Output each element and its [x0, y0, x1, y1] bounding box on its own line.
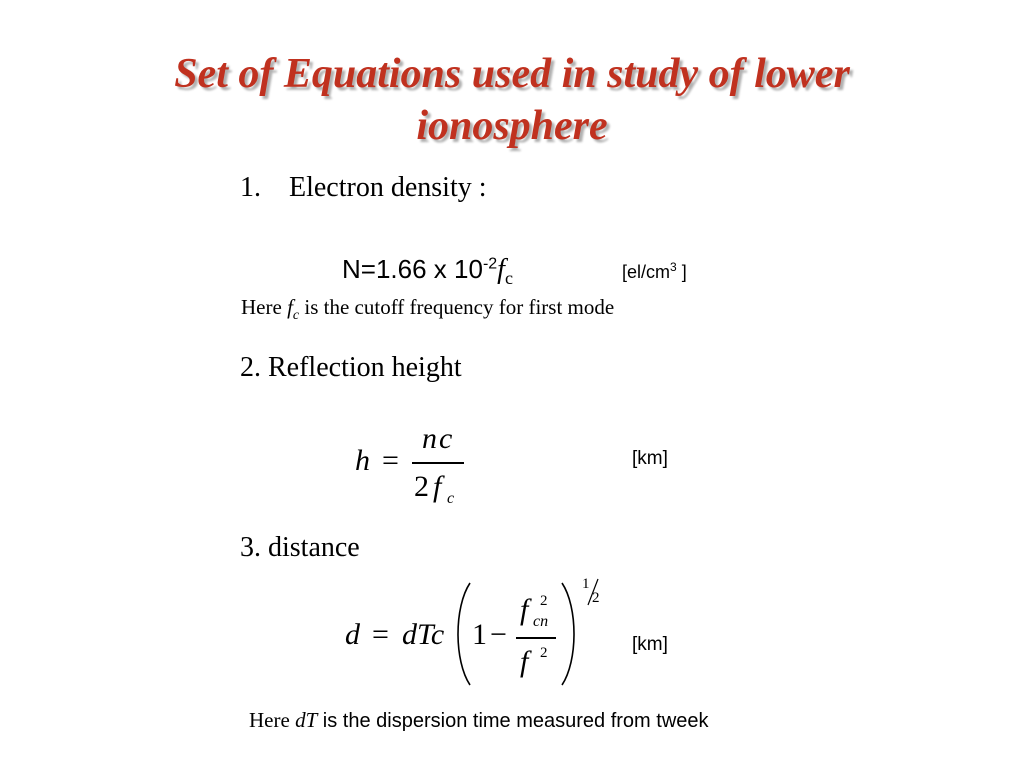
unit-1-suffix: ] [676, 262, 687, 282]
equation-3-denominator-exponent: 2 [540, 645, 548, 661]
right-parenthesis [558, 581, 582, 687]
equation-3-lhs: d [345, 618, 360, 651]
note-3-dt: dT [295, 708, 318, 732]
section-1-number: 1. [240, 172, 261, 203]
equation-3-fraction-bar [516, 637, 556, 639]
equation-1-exponent: -2 [482, 255, 498, 273]
electron-density-equation [342, 254, 513, 289]
equation-1-f-subscript: c [504, 268, 513, 289]
equation-2-fraction-bar [412, 462, 464, 464]
note-1-f: f [287, 295, 293, 319]
equation-2-lhs: h [355, 444, 370, 477]
exponent-half-denominator: 2 [592, 590, 600, 606]
equation-2-denominator-2: 2 [414, 470, 429, 503]
equation-3-numerator-exponent: 2 [540, 593, 548, 609]
section-3-heading: 3. distance [240, 532, 360, 563]
equation-3-rhs: dTc [402, 618, 445, 651]
slide-title-line-2: ionosphere [416, 103, 608, 149]
note-1-suffix: is the cutoff frequency for first mode [299, 295, 615, 319]
equation-3-numerator-subscript: cn [533, 613, 549, 630]
section-2-heading: 2. Reflection height [240, 352, 462, 383]
slide-title-line-1: Set of Equations used in study of lower [174, 51, 850, 97]
unit-1-exponent: 3 [670, 260, 677, 274]
exponent-half-numerator: 1 [582, 576, 590, 592]
equation-3-numerator-f: f [520, 593, 529, 626]
note-1-f-subscript: c [292, 308, 300, 324]
distance-unit: [km] [632, 634, 668, 655]
electron-density-unit [622, 262, 687, 283]
equation-3-equals: = [372, 618, 389, 651]
equation-3-one: 1 [472, 618, 487, 651]
equation-1-base: N=1.66 x 10 [342, 254, 483, 284]
equation-2-denominator-f: f [433, 470, 442, 503]
equation-2-numerator: nc [422, 422, 455, 455]
note-3-suffix: is the dispersion time measured from tweek [317, 710, 709, 732]
equation-2-denominator-subscript: c [447, 490, 455, 507]
equation-3-denominator-f: f [520, 645, 529, 678]
reflection-height-unit: [km] [632, 448, 668, 469]
left-parenthesis [450, 581, 474, 687]
note-1-prefix: Here [241, 295, 288, 319]
equation-3-minus: − [490, 618, 507, 651]
equation-2-equals: = [382, 444, 399, 477]
unit-1-prefix: [el/cm [622, 262, 671, 282]
equation-1-f: f [497, 254, 505, 285]
distance-equation [340, 575, 610, 690]
section-1-colon: : [478, 172, 487, 203]
section-1-title: Electron density [289, 172, 472, 203]
section-1-heading [240, 172, 487, 204]
note-3-prefix: Here [249, 708, 296, 732]
cutoff-frequency-note [241, 295, 615, 324]
reflection-height-equation [350, 420, 500, 515]
dispersion-time-note [249, 708, 709, 733]
